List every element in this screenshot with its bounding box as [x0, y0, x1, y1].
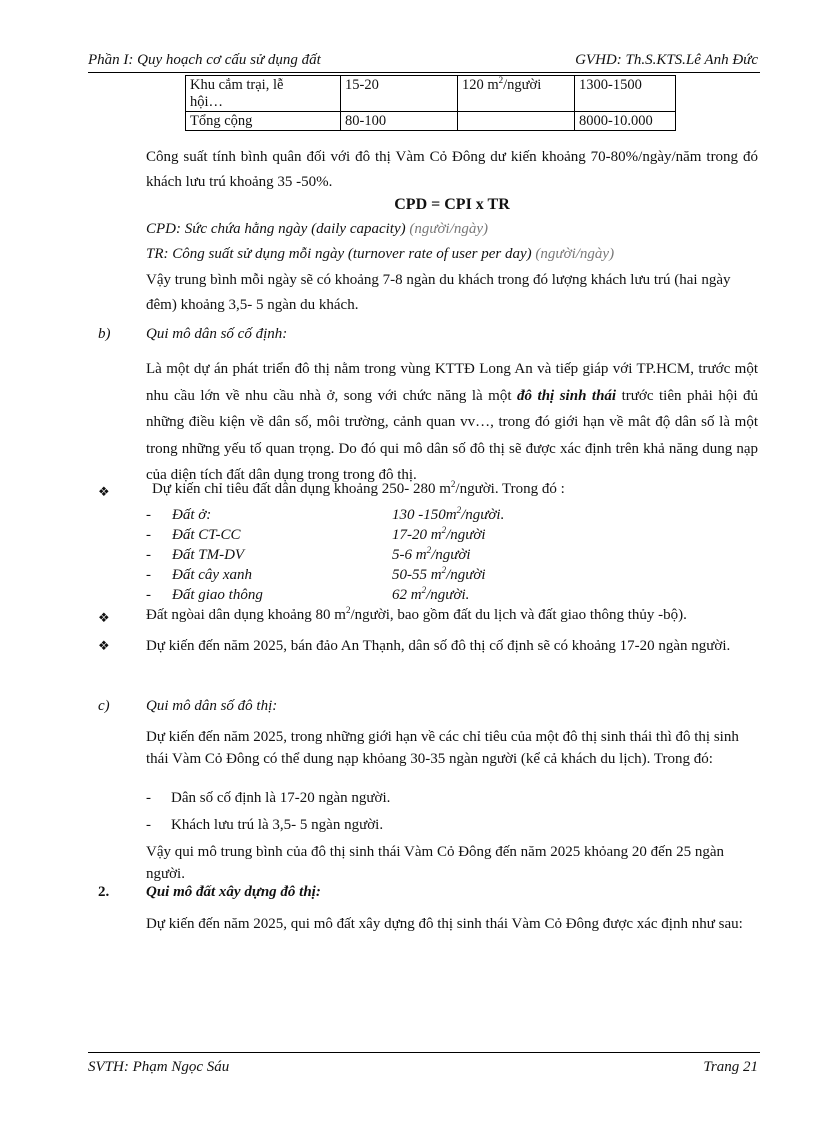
- formula: CPD = CPI x TR: [394, 196, 510, 213]
- table-cell: 8000-10.000: [575, 112, 676, 131]
- list-item: - Đất TM-DV 5-6 $m^2$/người: [146, 545, 471, 563]
- section-2-title: Qui mô đất xây dựng đô thị:: [146, 884, 321, 900]
- list-item: - Dân số cố định là 17-20 ngàn người.: [146, 790, 391, 806]
- capacity-summary: Vậy trung bình mỗi ngày sẽ có khoảng 7-8 ngàn du khách trong đó lượng khách lưu trú (hai ngày đêm) khoảng 3,5- 5 ngàn du khách.: [146, 272, 731, 313]
- page-number: Trang 21: [703, 1059, 758, 1075]
- header-right: GVHD: Th.S.KTS.Lê Anh Đức: [575, 52, 758, 68]
- bullet-land-quota: Dự kiến chỉ tiêu đất dân dụng khoảng 250- 280 $m^2$/người. Trong đó :: [152, 479, 565, 497]
- header-left: Phần I: Quy hoạch cơ cấu sử dụng đất: [88, 52, 321, 68]
- list-item: - Đất giao thông 62 $m^2$/người.: [146, 585, 470, 603]
- bullet-icon: ❖: [98, 638, 110, 653]
- header-rule: [88, 72, 760, 73]
- capacity-table: [185, 75, 676, 131]
- list-item: - Đất cây xanh 50-55 $m^2$/người: [146, 565, 486, 583]
- table-cell: [458, 112, 575, 131]
- bullet-icon: ❖: [98, 484, 110, 499]
- bullet-fixed-population: Dự kiến đến năm 2025, bán đảo An Thạnh, dân số đô thị cố định sẽ có khoảng 17-20 ngàn người.: [146, 638, 731, 654]
- table-cell: 15-20: [341, 76, 458, 112]
- table-cell: 80-100: [341, 112, 458, 131]
- list-item: - Đất CT-CC 17-20 $m^2$/người: [146, 525, 486, 543]
- bullet-icon: ❖: [98, 610, 110, 625]
- section-2-paragraph: Dự kiến đến năm 2025, qui mô đất xây dựng đô thị sinh thái Vàm Cỏ Đông được xác định như sau:: [146, 916, 743, 932]
- footer-left: SVTH: Phạm Ngọc Sáu: [88, 1059, 230, 1075]
- table-cell: 120 $m^2$/người: [458, 76, 575, 112]
- section-b-paragraph: Là một dự án phát triển đô thị nằm trong vùng KTTĐ Long An và tiếp giáp với TP.HCM, trước một nhu cầu lớn về nhu cầu nhà ở, song với chức năng là một đô thị sinh thái trước tiên phải hội đủ những điều kiện về dân số, môi trường, cảnh quan vv…, trong đó giới hạn về mât độ dân số là một trong những yếu tố quan trọng. Do đó qui mô dân số đô thị sẽ được xác định trên khả năng dung nạp của diện tích đất dân dụng trong trong đô thị.: [146, 361, 759, 483]
- table-row: [186, 112, 676, 131]
- tr-definition: TR: Công suất sử dụng mỗi ngày (turnover rate of user per day) (người/ngày): [146, 246, 615, 262]
- bullet-non-residential: Đất ngòai dân dụng khoảng 80 $m^2$/người, bao gồm đất du lịch và đất giao thông thủy -bộ).: [146, 605, 687, 623]
- section-2-label: 2.: [98, 884, 110, 900]
- list-item: - Đất ở: 130 $-150m^2$/người.: [146, 505, 505, 523]
- section-b-title: Qui mô dân số cố định:: [146, 326, 288, 342]
- list-item: - Khách lưu trú là 3,5- 5 ngàn người.: [146, 817, 384, 833]
- table-cell: Khu cắm trại, lễ hội…: [186, 76, 341, 112]
- section-c-title: Qui mô dân số đô thị:: [146, 698, 278, 714]
- section-c-paragraph: Dự kiến đến năm 2025, trong những giới hạn về các chỉ tiêu của một đô thị sinh thái thì đô thị sinh thái Vàm Cỏ Đông có thể dung nạp khỏang 30-35 ngàn người (kể cả khách du lịch). Trong đó:: [146, 729, 739, 767]
- table-cell: Tổng cộng: [186, 112, 341, 131]
- capacity-paragraph: Công suất tính bình quân đối với đô thị Vàm Cỏ Đông dư kiến khoảng 70-80%/ngày/năm trong đó khách lưu trú khoảng 35 -50%.: [146, 149, 758, 190]
- land-use-list: [146, 507, 566, 607]
- cpd-definition: CPD: Sức chứa hằng ngày (daily capacity) (người/ngày): [146, 221, 489, 237]
- section-b-label: b): [98, 326, 111, 342]
- footer-rule: [88, 1052, 760, 1053]
- table-cell: 1300-1500: [575, 76, 676, 112]
- table-row: [186, 76, 676, 112]
- section-c-summary: Vậy qui mô trung bình của đô thị sinh thái Vàm Cỏ Đông đến năm 2025 khỏang 20 đến 25 ngàn người.: [146, 844, 724, 882]
- section-c-label: c): [98, 698, 110, 714]
